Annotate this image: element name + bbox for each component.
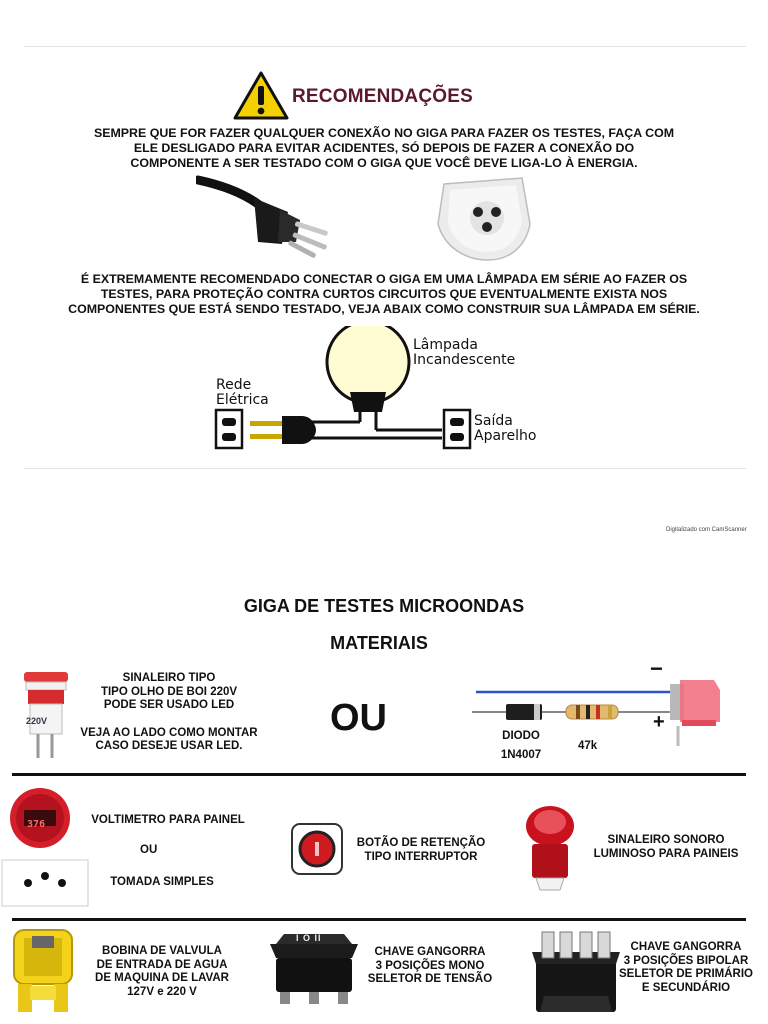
row-divider: [12, 918, 746, 921]
text-line: 127V e 220 V: [127, 985, 197, 998]
text-line: SINALEIRO SONORO: [607, 834, 725, 846]
led-plus-sign: +: [653, 711, 665, 733]
text-line: DE ENTRADA DE AGUA: [96, 958, 228, 971]
text-line: [62, 713, 276, 727]
output-label: [474, 414, 536, 444]
paragraph-line: ELE DESLIGADO PARA EVITAR ACIDENTES, SÓ DEPOIS DE FAZER A CONEXÃO DO: [133, 141, 635, 155]
section-divider: [24, 468, 746, 469]
lamp-label: [413, 338, 515, 368]
socket-adapter-image: [430, 174, 538, 264]
text-line: TIPO INTERRUPTOR: [364, 850, 478, 863]
page-title: GIGA DE TESTES MICROONDAS: [243, 596, 525, 616]
materials-subtitle: MATERIAIS: [330, 633, 428, 653]
text-line: E SECUNDÁRIO: [641, 981, 731, 994]
rocker-switch-bipolar-label: [614, 941, 758, 995]
paragraph-line: SEMPRE QUE FOR FAZER QUALQUER CONEXÃO NO GIGA PARA FAZER OS TESTES, FAÇA COM: [93, 126, 675, 140]
paragraph-line: COMPONENTES QUE ESTÁ SENDO TESTADO, VEJA ABAIX COMO CONSTRUIR SUA LÂMPADA EM SÉRIE.: [68, 302, 700, 316]
label-line: Lâmpada: [413, 337, 478, 353]
or-small-label: OU: [140, 844, 158, 856]
text-line: LUMINOSO PARA PAINEIS: [593, 847, 739, 860]
text-line: BOBINA DE VALVULA: [102, 945, 222, 957]
text-line: 3 POSIÇÕES MONO: [375, 959, 485, 972]
text-line: CASO DESEJE USAR LED.: [95, 740, 243, 752]
led-minus-sign: −: [650, 656, 663, 681]
rocker-switch-bipolar-image: [528, 926, 624, 1018]
power-plug-image: [196, 172, 341, 262]
recommendation-paragraph-1: [40, 126, 728, 171]
text-line: CHAVE GANGORRA: [630, 941, 742, 953]
label-line: Elétrica: [216, 392, 269, 408]
text-line: VEJA AO LADO COMO MONTAR: [80, 726, 258, 739]
top-divider: [24, 46, 746, 47]
buzzer-indicator-image: [524, 804, 576, 892]
voltmeter-label: VOLTIMETRO PARA PAINEL: [91, 814, 245, 826]
warning-icon: [232, 70, 290, 122]
text-line: CHAVE GANGORRA: [374, 946, 486, 958]
text-line: BOTÃO DE RETENÇÃO: [356, 837, 486, 849]
valve-coil-image: [8, 926, 78, 1018]
recommendation-paragraph-2: [14, 272, 754, 317]
text-line: TIPO OLHO DE BOI 220V: [100, 685, 238, 698]
row-divider: [12, 773, 746, 776]
text-line: 3 POSIÇÕES BIPOLAR: [623, 954, 749, 967]
rocker-switch-mono-label: [356, 946, 504, 987]
indicator-photo-text: 220V: [26, 716, 48, 726]
mains-label: [216, 378, 269, 408]
label-line: Rede: [216, 377, 252, 393]
text-line: SELETOR DE TENSÃO: [367, 973, 493, 985]
label-line: Saída: [474, 413, 513, 429]
paragraph-line: COMPONENTE A SER TESTADO COM O GIGA QUE VOCÊ DEVE LIGA-LO À ENERGIA.: [130, 156, 638, 170]
retention-button-label: [348, 837, 494, 864]
text-line: SELETOR DE PRIMÁRIO: [619, 968, 753, 980]
text-line: SINALEIRO TIPO: [122, 672, 216, 684]
text-line: DIODO: [502, 730, 540, 742]
text-line: DE MAQUINA DE LAVAR: [95, 972, 229, 984]
voltmeter-reading: 376: [27, 819, 46, 830]
rocker-switch-marking: I O II: [296, 933, 322, 943]
text-line: PODE SER USADO LED: [103, 699, 235, 711]
valve-coil-label: [70, 945, 254, 999]
recommendations-title: RECOMENDAÇÕES: [292, 86, 474, 107]
label-line: Aparelho: [474, 428, 537, 444]
voltmeter-image: [8, 786, 72, 850]
buzzer-indicator-label: [574, 834, 758, 861]
or-separator: OU: [330, 697, 387, 739]
paragraph-line: TESTES, PARA PROTEÇÃO CONTRA CURTOS CIRCUITOS QUE EVENTUALMENTE EXISTA NOS: [100, 287, 668, 301]
simple-socket-label: TOMADA SIMPLES: [110, 876, 214, 888]
text-line: 1N4007: [500, 748, 542, 761]
simple-socket-image: [0, 858, 90, 908]
scanner-watermark: Digitalizado com CamScanner: [666, 527, 747, 533]
indicator-lamp-description: [62, 672, 276, 754]
retention-button-image: [290, 822, 344, 876]
paragraph-line: É EXTREMAMENTE RECOMENDADO CONECTAR O GIGA EM UMA LÂMPADA EM SÉRIE AO FAZER OS: [80, 272, 688, 286]
diode-label: [494, 730, 548, 762]
resistor-label: 47k: [578, 740, 598, 752]
label-line: Incandescente: [413, 352, 516, 368]
